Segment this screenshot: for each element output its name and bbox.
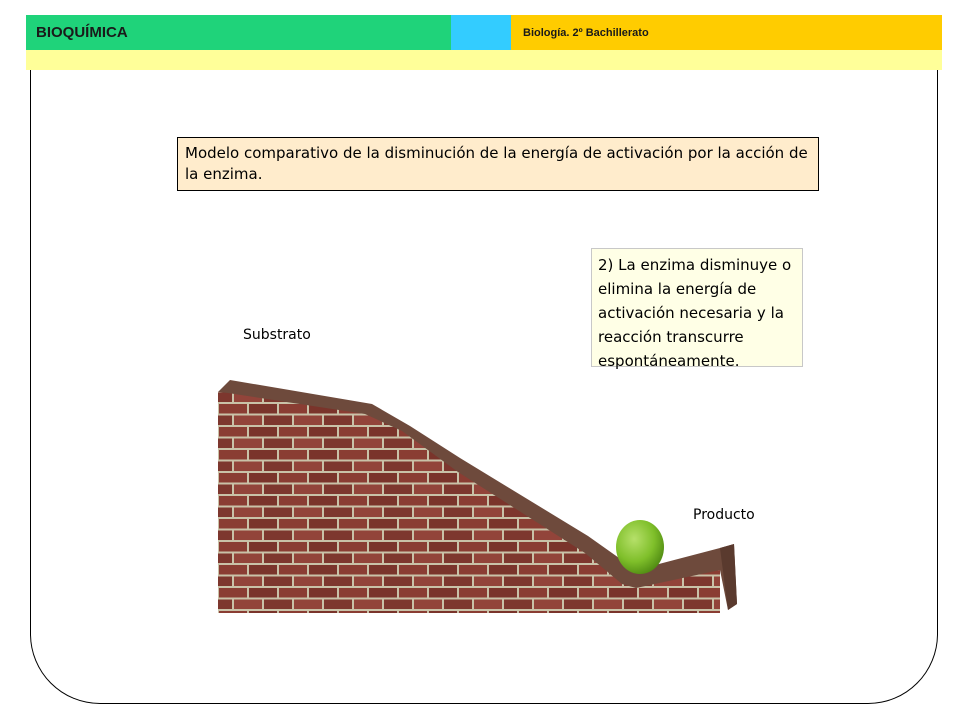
explanation-note: 2) La enzima disminuye o elimina la energía de activación necesaria y la reacción transcurre espontáneamente. xyxy=(591,248,803,367)
product-label: Producto xyxy=(693,507,755,523)
substrate-label: Substrato xyxy=(243,327,311,343)
substrate-ball xyxy=(616,520,664,574)
subject-title: BIOQUÍMICA xyxy=(36,24,128,41)
course-title: Biología. 2º Bachillerato xyxy=(523,27,649,39)
caption-box: Modelo comparativo de la disminución de la energía de activación por la acción de la enzima. xyxy=(177,137,819,191)
